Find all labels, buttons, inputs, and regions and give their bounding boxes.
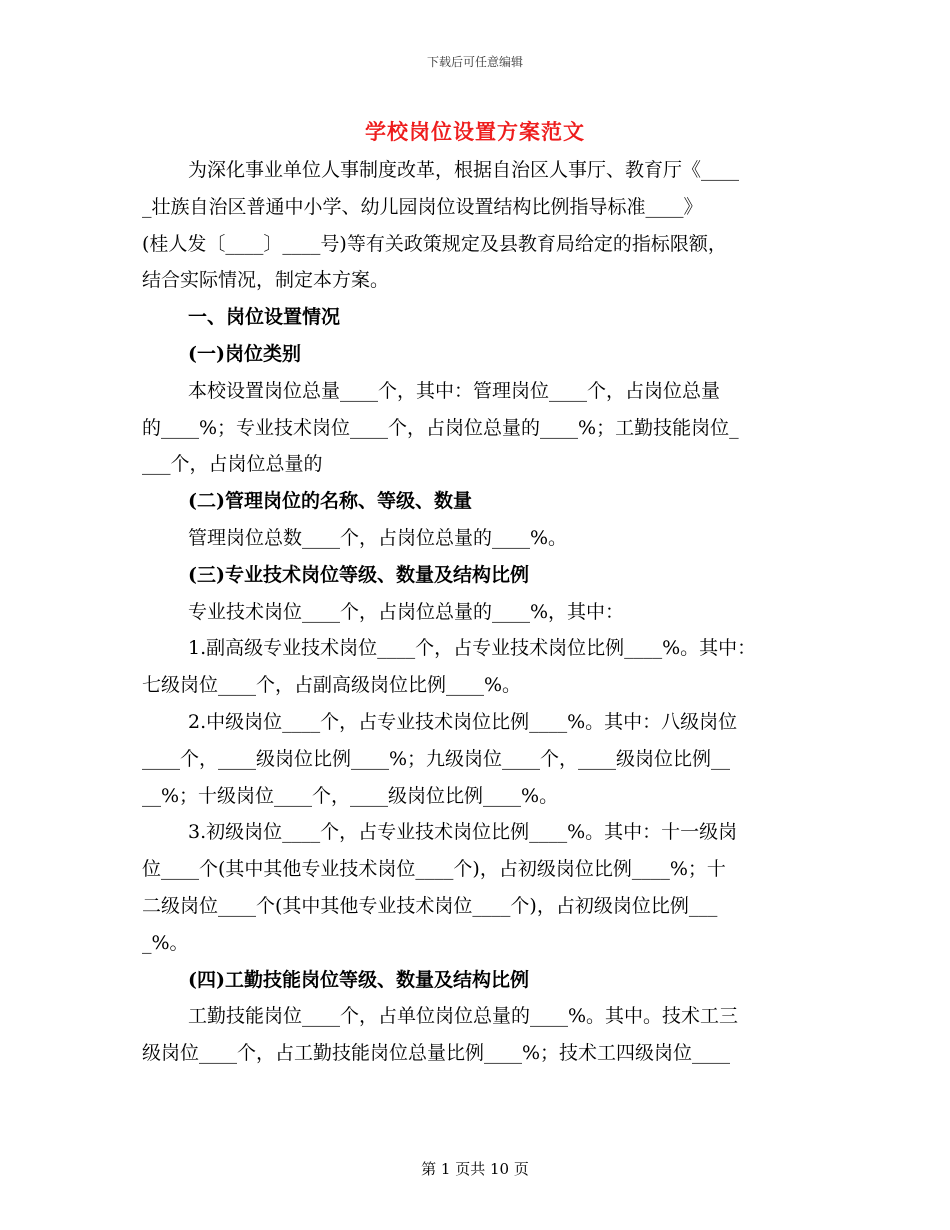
body-text-line: 管理岗位总数____个，占岗位总量的____%。 xyxy=(188,526,568,549)
section-heading: (二)管理岗位的名称、等级、数量 xyxy=(188,490,472,513)
body-text-line: 级岗位____个，占工勤技能岗位总量比例____%；技术工四级岗位____ xyxy=(142,1042,731,1065)
body-text-line: ____个，____级岗位比例____%；九级岗位____个，____级岗位比例__ xyxy=(142,747,731,770)
body-text-line: 为深化事业单位人事制度改革，根据自治区人事厅、教育厅《____ xyxy=(188,159,740,181)
body-text-line: ___个，占岗位总量的 xyxy=(142,453,323,476)
document-title: 学校岗位设置方案范文 xyxy=(365,119,585,144)
body-text-line: 二级岗位____个(其中其他专业技术岗位____个)，占初级岗位比例___ xyxy=(142,894,718,917)
body-text-line: 3.初级岗位____个，占专业技术岗位比例____%。其中：十一级岗 xyxy=(188,821,738,844)
body-text-line: (桂人发〔____〕____号)等有关政策规定及县教育局给定的指标限额， xyxy=(142,232,727,255)
section-heading: (四)工勤技能岗位等级、数量及结构比例 xyxy=(188,968,529,991)
body-text-line: 工勤技能岗位____个，占单位岗位总量的____%。其中。技术工三 xyxy=(188,1005,739,1028)
page-header: 下载后可任意编辑 xyxy=(426,55,523,69)
body-text-line: 专业技术岗位____个，占岗位总量的____%，其中： xyxy=(188,600,625,623)
document-body xyxy=(142,152,822,1072)
body-text-line: 1.副高级专业技术岗位____个，占专业技术岗位比例____%。其中： xyxy=(188,637,757,660)
section-heading: (一)岗位类别 xyxy=(188,342,301,365)
body-text-line: 的____%；专业技术岗位____个，占岗位总量的____%；工勤技能岗位_ xyxy=(142,416,739,439)
section-heading: (三)专业技术岗位等级、数量及结构比例 xyxy=(188,563,529,586)
body-text-line: 2.中级岗位____个，占专业技术岗位比例____%。其中：八级岗位 xyxy=(188,710,738,733)
body-text-line: 位____个(其中其他专业技术岗位____个)，占初级岗位比例____%；十 xyxy=(142,858,726,881)
body-text-line: __%；十级岗位____个，____级岗位比例____%。 xyxy=(142,784,559,807)
body-text-line: _%。 xyxy=(142,931,189,954)
body-text-line: 结合实际情况，制定本方案。 xyxy=(142,269,390,292)
page-footer: 第 1 页共 10 页 xyxy=(421,1160,529,1178)
body-text-line: _壮族自治区普通中小学、幼儿园岗位设置结构比例指导标准____》 xyxy=(142,195,703,218)
body-text-line: 七级岗位____个，占副高级岗位比例____%。 xyxy=(142,674,522,697)
section-heading: 一、岗位设置情况 xyxy=(188,306,341,329)
body-text-line: 本校设置岗位总量____个，其中：管理岗位____个，占岗位总量 xyxy=(188,379,721,402)
